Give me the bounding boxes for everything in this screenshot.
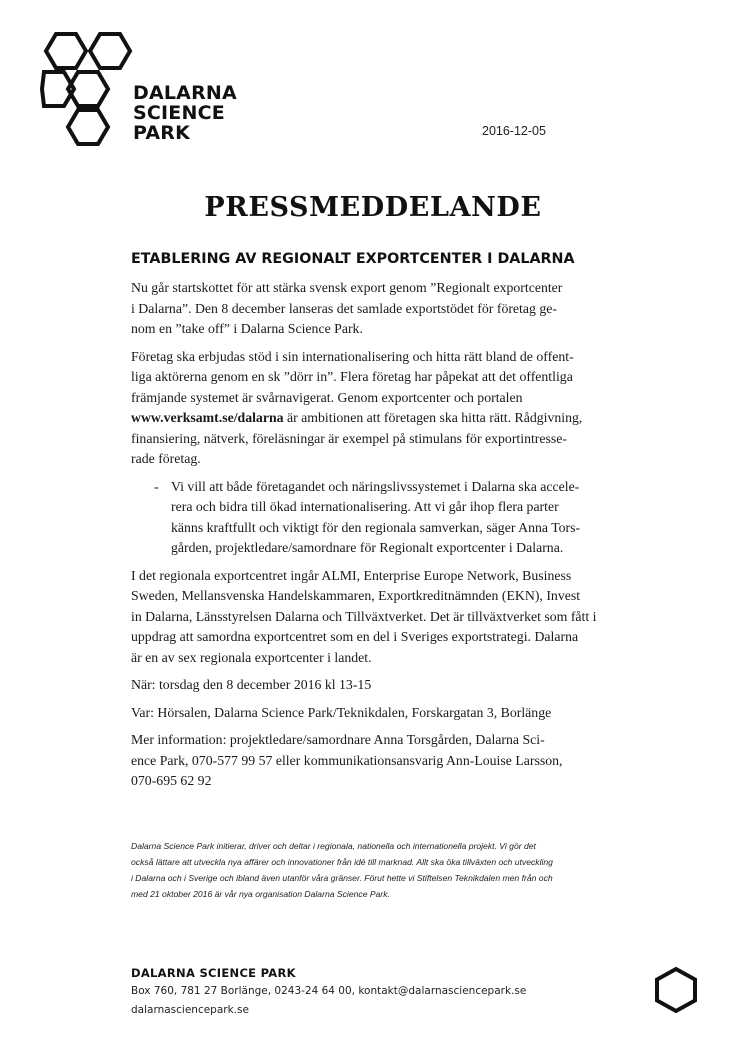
partners-paragraph [131,566,629,669]
text-line: finansiering, nätverk, föreläsningar är exempel på stimulans för exportintresse- [131,430,567,446]
text-line: rade företag. [131,451,201,466]
about-organisation [131,838,631,902]
hexagon-icon [654,966,698,1014]
event-when: När: torsdag den 8 december 2016 kl 13-15 [131,677,372,692]
text-fragment: är ambitionen att företagen ska hitta rätt. Rådgivning, [283,410,583,425]
text-line: Sweden, Mellansvenska Handelskammaren, Exportkreditnämnden (EKN), Invest [131,588,581,603]
dalarna-science-park-logo-icon [38,30,142,148]
text-line: främjande systemet är svårnavigerat. Genom exportcenter och portalen [131,389,523,405]
text-line [131,408,629,429]
document-title: PRESSMEDDELANDE [204,192,542,223]
intro-paragraph [131,278,629,340]
press-body [131,249,629,799]
text-line: nom en ”take off” i Dalarna Science Park. [131,321,363,336]
text-line: Nu går startskottet för att stärka svensk export genom ”Regionalt exportcenter [131,280,563,295]
text-line: I det regionala exportcentret ingår ALMI, Enterprise Europe Network, Business [131,567,572,583]
quote-bullet [131,477,629,559]
text-line: i Dalarna och i Sverige och ibland även utanför våra gränser. Förut hette vi Stiftelsen Teknikdalen men från och [131,873,553,883]
text-line: gården, projektledare/samordnare för Regionalt exportcenter i Dalarna. [171,540,564,555]
text-line: också lättare att utveckla nya affärer och innovationer från idé till marknad. Allt ska öka tillväxten och utveckling [131,857,553,867]
text-line: i Dalarna”. Den 8 december lanseras det samlade exportstödet för företag ge- [131,300,557,316]
text-line: är en av sex regionala exportcenter i landet. [131,649,372,665]
text-line: ence Park, 070-577 99 57 eller kommunikationsansvarig Ann-Louise Larsson, [131,752,563,768]
bullet-dash: - [154,478,159,494]
brand-wordmark [133,83,237,143]
page-footer [131,964,526,1019]
text-line: Företag ska erbjudas stöd i sin internationalisering och hitta rätt bland de offent- [131,348,574,364]
portal-link[interactable]: www.verksamt.se/dalarna [131,410,284,425]
footer-organisation-name: DALARNA SCIENCE PARK [131,966,296,980]
text-line: 070-695 62 92 [131,773,212,788]
contact-info [131,730,629,792]
press-date: 2016-12-05 [482,124,546,138]
text-line: uppdrag att samordna exportcentret som en del i Sveriges exportstrategi. Dalarna [131,629,579,644]
text-line: in Dalarna, Länsstyrelsen Dalarna och Tillväxtverket. Det är tillväxtverket som fått i [131,608,597,624]
brand-line: DALARNA [133,82,237,104]
text-line: känns kraftfullt och viktigt för den regionala samverkan, säger Anna Tors- [171,519,581,535]
footer-address: Box 760, 781 27 Borlänge, 0243-24 64 00, kontakt@dalarnasciencepark.se [131,985,527,997]
footer-website-link[interactable]: dalarnasciencepark.se [131,1003,249,1016]
text-line: liga aktörerna genom en sk ”dörr in”. Flera företag har påpekat att det offentliga [131,369,573,384]
text-line: Mer information: projektledare/samordnare Anna Torsgården, Dalarna Sci- [131,732,545,747]
brand-line: SCIENCE [133,102,225,124]
brand-line: PARK [133,122,191,144]
text-line: med 21 oktober 2016 är vår nya organisation Dalarna Science Park. [131,889,390,899]
text-line: Vi vill att både företagandet och näringslivssystemet i Dalarna ska accele- [171,478,580,494]
event-where: Var: Hörsalen, Dalarna Science Park/Teknikdalen, Forskargatan 3, Borlänge [131,704,552,720]
press-heading: ETABLERING AV REGIONALT EXPORTCENTER I DALARNA [131,251,575,267]
text-line: rera och bidra till ökad internationalisering. Att vi går ihop flera parter [171,499,559,514]
text-line: Dalarna Science Park initierar, driver och deltar i regionala, nationella och internationella projekt. Vi gör det [131,841,536,851]
services-paragraph [131,347,629,470]
